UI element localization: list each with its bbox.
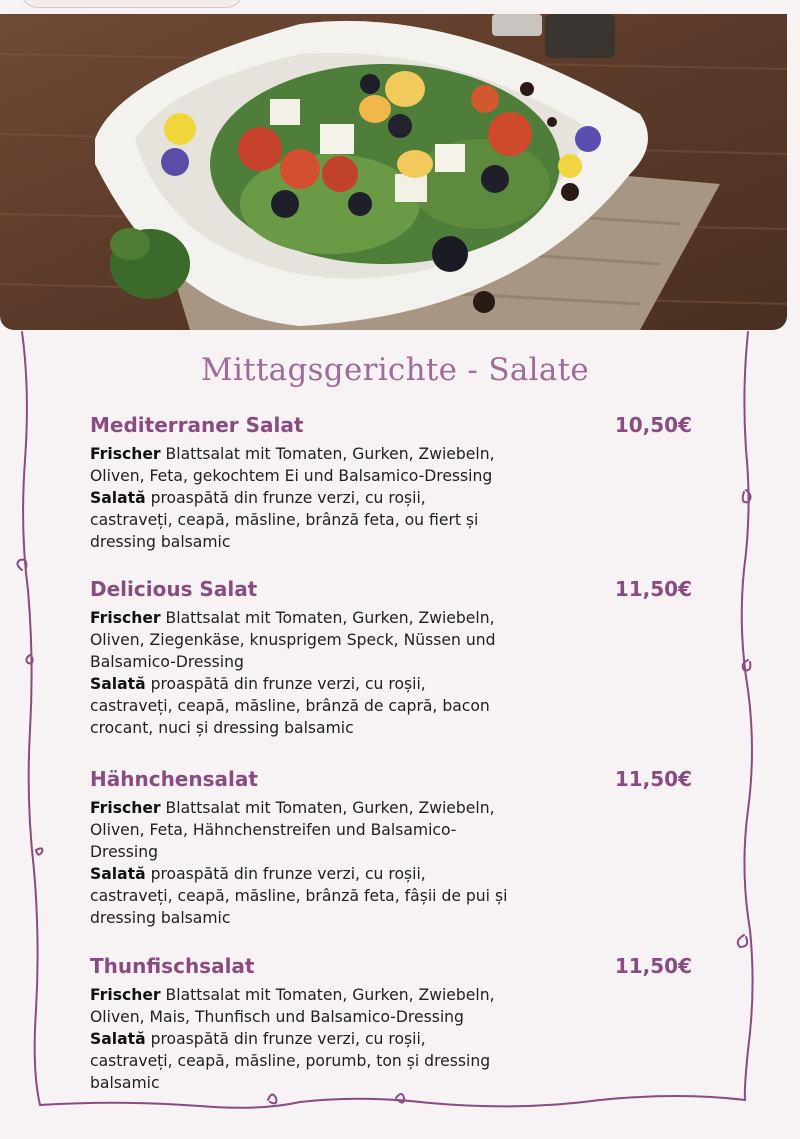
description-german: [90, 607, 510, 673]
menu-item-name: Mediterraner Salat: [90, 413, 304, 437]
description-text: proaspătă din frunze verzi, cu roșii, castraveți, ceapă, măsline, brânză de capră, bacon crocant, nuci și dressing balsamic: [90, 675, 490, 737]
description-lead: Salată: [90, 865, 146, 883]
menu-title: Mittagsgerichte - Salate: [200, 352, 590, 388]
description-lead: Salată: [90, 1030, 146, 1048]
description-text: Blattsalat mit Tomaten, Gurken, Zwiebeln, Oliven, Feta, gekochtem Ei und Balsamico-Dressing: [90, 445, 495, 485]
description-german: [90, 443, 510, 487]
description-lead: Frischer: [90, 445, 161, 463]
description-lead: Salată: [90, 675, 146, 693]
description-lead: Frischer: [90, 799, 161, 817]
menu-item-price: 11,50€: [614, 954, 692, 978]
top-tab-edge: [20, 0, 244, 8]
description-text: Blattsalat mit Tomaten, Gurken, Zwiebeln, Oliven, Feta, Hähnchenstreifen und Balsamico-Dressing: [90, 799, 495, 861]
description-text: Blattsalat mit Tomaten, Gurken, Zwiebeln, Oliven, Ziegenkäse, knusprigem Speck, Nüssen und Balsamico-Dressing: [90, 609, 496, 671]
salad-hero-image: [0, 14, 787, 330]
menu-item-price: 11,50€: [614, 767, 692, 791]
description-lead: Frischer: [90, 986, 161, 1004]
menu-item-haehnchensalat: [90, 767, 700, 929]
description-german: [90, 984, 510, 1028]
description-german: [90, 797, 510, 863]
description-romanian: [90, 673, 510, 739]
menu-item-price: 11,50€: [614, 577, 692, 601]
description-text: proaspătă din frunze verzi, cu roșii, castraveți, ceapă, măsline, brânză feta, ou fiert și dressing balsamic: [90, 489, 479, 551]
description-text: Blattsalat mit Tomaten, Gurken, Zwiebeln, Oliven, Mais, Thunfisch und Balsamico-Dressing: [90, 986, 495, 1026]
description-romanian: [90, 863, 510, 929]
description-lead: Frischer: [90, 609, 161, 627]
description-romanian: [90, 1028, 510, 1094]
menu-item-delicious-salat: [90, 577, 700, 739]
description-lead: Salată: [90, 489, 146, 507]
menu-item-name: Delicious Salat: [90, 577, 258, 601]
menu-item-mediterraner-salat: [90, 413, 700, 553]
description-romanian: [90, 487, 510, 553]
description-text: proaspătă din frunze verzi, cu roșii, castraveți, ceapă, măsline, porumb, ton și dressing balsamic: [90, 1030, 491, 1092]
description-text: proaspătă din frunze verzi, cu roșii, castraveți, ceapă, măsline, brânză feta, fâșii de pui și dressing balsamic: [90, 865, 508, 927]
menu-item-price: 10,50€: [614, 413, 692, 437]
menu-item-name: Hähnchensalat: [90, 767, 258, 791]
menu-item-thunfischsalat: [90, 954, 700, 1094]
menu-item-name: Thunfischsalat: [90, 954, 255, 978]
